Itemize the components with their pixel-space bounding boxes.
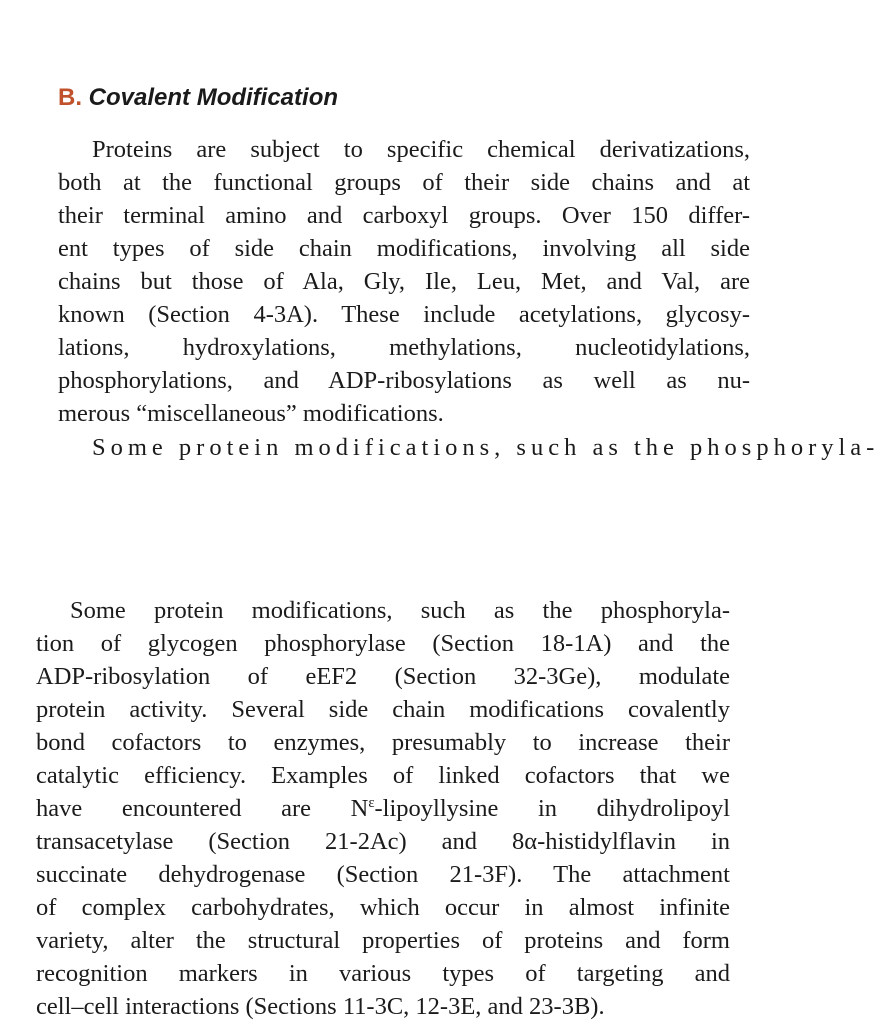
paragraph-protein-modifications (36, 594, 730, 1023)
paragraph-line-with-superscript (36, 792, 730, 825)
paragraph-line: protein activity. Several side chain modifications covalently (36, 696, 730, 723)
paragraph-line: known (Section 4-3A). These include acetylations, glycosy- (58, 301, 750, 328)
epsilon-superscript: ε (368, 794, 375, 811)
paragraph-line: cell–cell interactions (Sections 11-3C, 12-3E, and 23-3B). (36, 993, 605, 1020)
line-part: have encountered are N (36, 795, 369, 822)
paragraph-line: their terminal amino and carboxyl groups. Over 150 differ- (58, 202, 750, 229)
paragraph-line: succinate dehydrogenase (Section 21-3F). The attachment (36, 861, 730, 888)
paragraph-line: phosphorylations, and ADP-ribosylations as well as nu- (58, 367, 750, 394)
paragraph-line: variety, alter the structural properties of proteins and form (36, 927, 730, 954)
paragraph-line: ent types of side chain modifications, involving all side (58, 235, 750, 262)
paragraph-line: catalytic efficiency. Examples of linked cofactors that we (36, 762, 730, 789)
paragraph-line: recognition markers in various types of targeting and (36, 960, 730, 987)
cut-off-text-line (58, 431, 879, 461)
paragraph-line: Proteins are subject to specific chemical derivatizations, (92, 136, 750, 163)
paragraph-line: bond cofactors to enzymes, presumably to increase their (36, 729, 730, 756)
section-letter: B. (58, 84, 82, 111)
paragraph-line: ADP-ribosylation of eEF2 (Section 32-3Ge), modulate (36, 663, 730, 690)
paragraph-line: lations, hydroxylations, methylations, nucleotidylations, (58, 334, 750, 361)
section-title: Covalent Modification (88, 84, 339, 111)
paragraph-line: merous “miscellaneous” modifications. (58, 400, 444, 427)
section-heading (58, 83, 338, 113)
paragraph-line: chains but those of Ala, Gly, Ile, Leu, Met, and Val, are (58, 268, 750, 295)
paragraph-line: both at the functional groups of their side chains and at (58, 169, 750, 196)
paragraph-covalent-modification-intro (58, 133, 750, 430)
line-part: -lipoyllysine in dihydrolipoyl (374, 795, 730, 822)
cut-off-line-text: Some protein modifications, such as the phosphoryla- (92, 434, 879, 461)
paragraph-line: Some protein modifications, such as the phosphoryla- (70, 597, 730, 624)
paragraph-line: transacetylase (Section 21-2Ac) and 8α-histidylflavin in (36, 828, 730, 855)
paragraph-line: tion of glycogen phosphorylase (Section 18-1A) and the (36, 630, 730, 657)
paragraph-line: of complex carbohydrates, which occur in almost infinite (36, 894, 730, 921)
